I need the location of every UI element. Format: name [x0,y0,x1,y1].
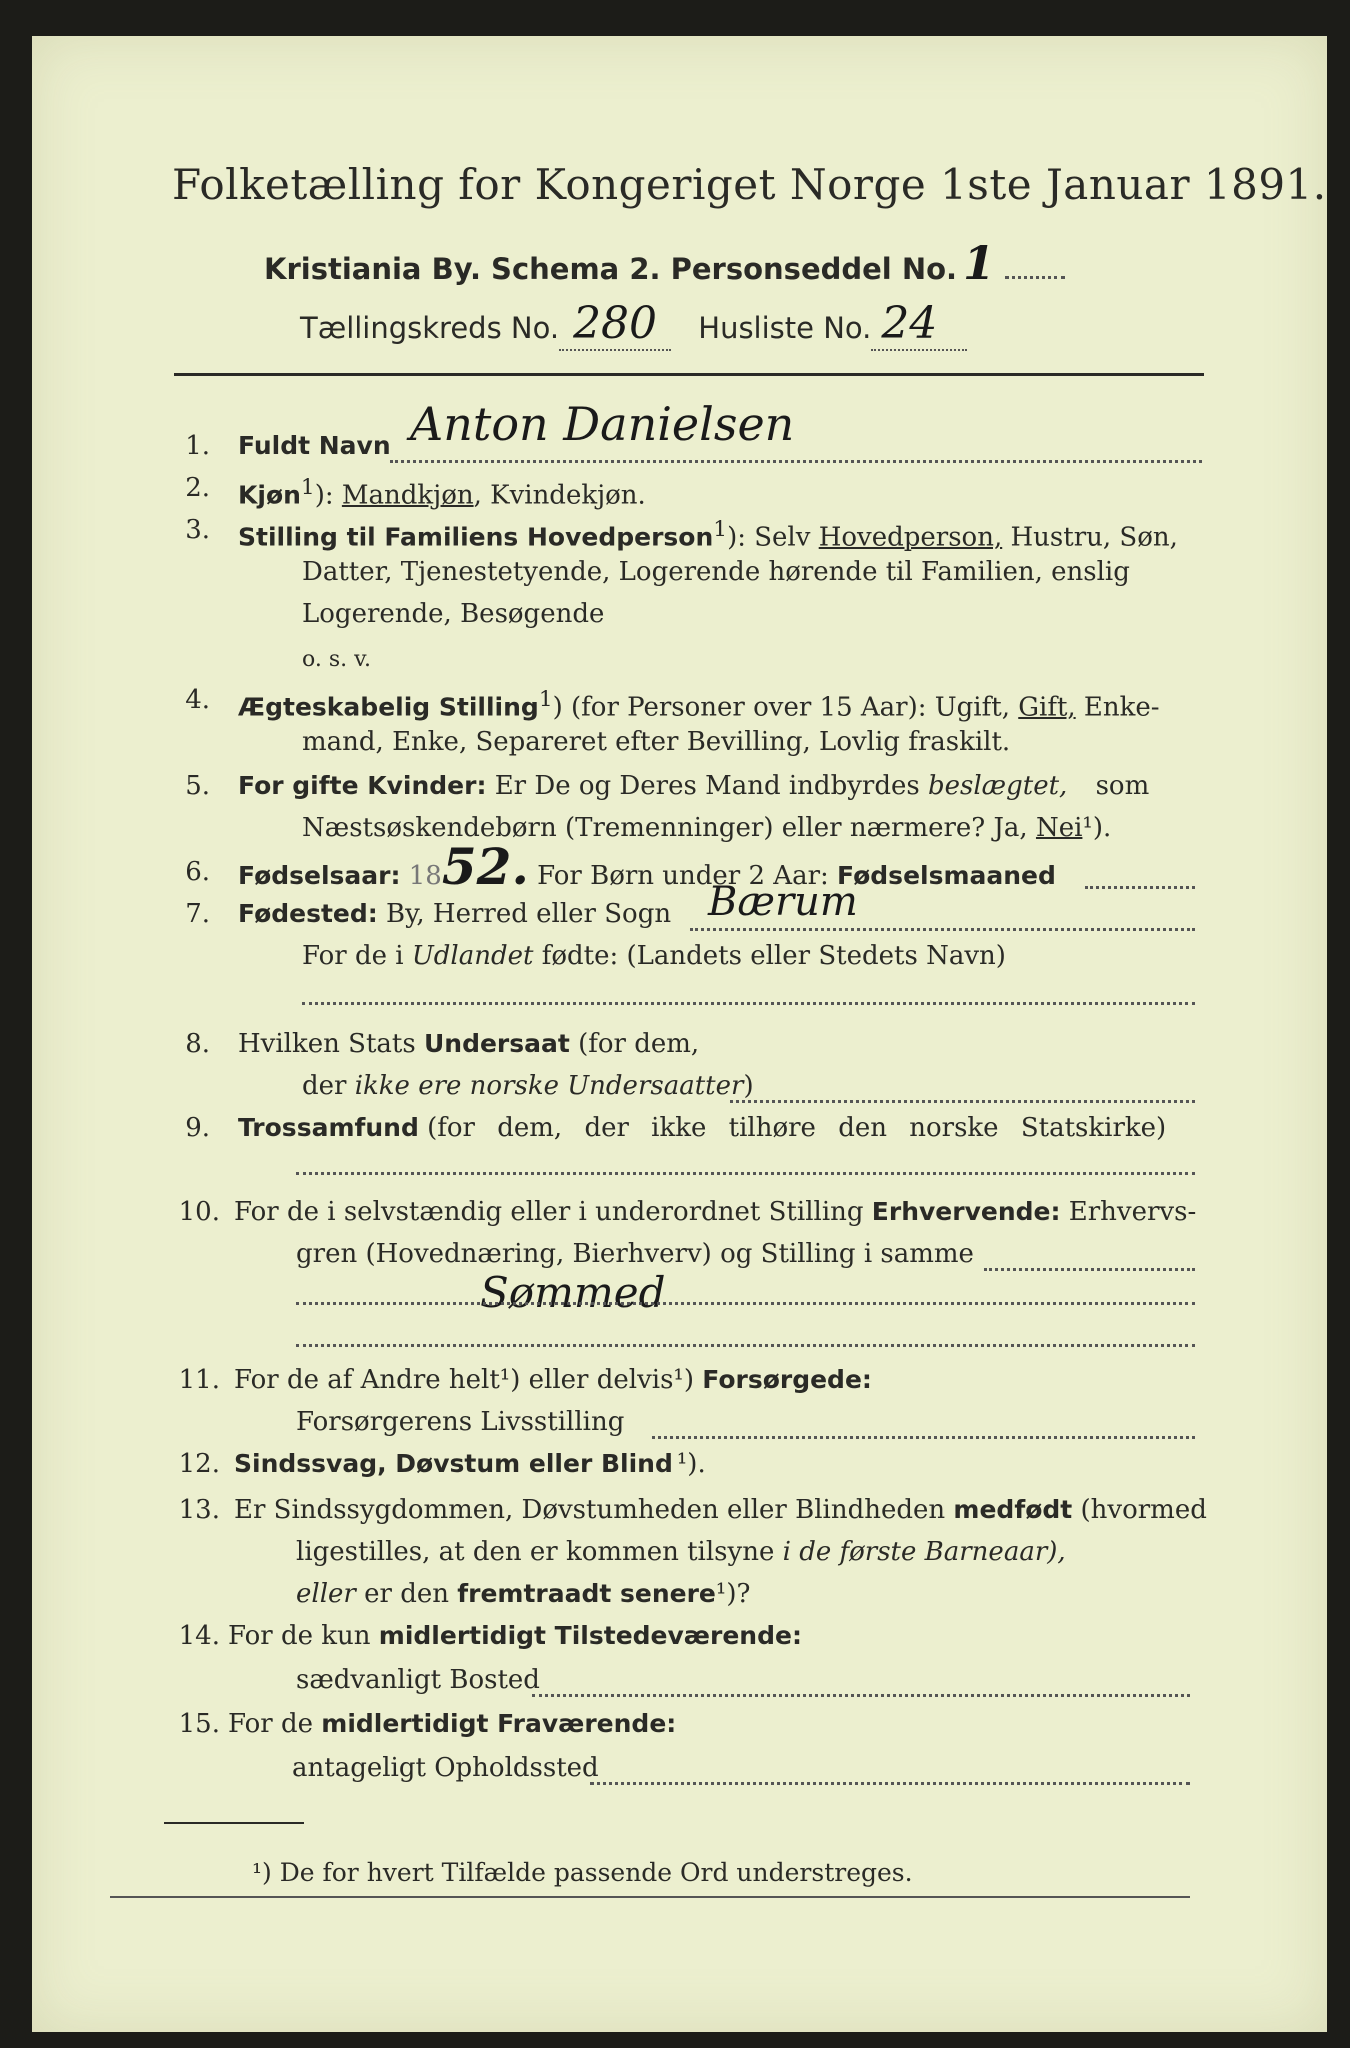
item-label: Fødested: [238,899,378,928]
schema-prefix: Kristiania By. Schema 2. Personseddel No. [264,252,958,286]
item-label: Fødselsaar: [238,861,401,890]
schema-line [264,236,1065,290]
item-text: For de af Andre helt¹) eller delvis¹) [234,1365,694,1395]
italic-text: beslægtet, [927,771,1068,801]
personseddel-number: 1 [963,236,996,290]
item-label: Forsørgede: [702,1365,872,1394]
item-5-line1 [238,766,1149,806]
item-3-line2: Datter, Tjenestetyende, Logerende hørende til Familien, enslig [302,557,1130,587]
item-label: midlertidigt Tilstedeværende: [378,1621,802,1650]
item-10-dots-3 [296,1344,1195,1347]
item-text: For de i selvstændig eller i underordnet Stilling [234,1197,864,1227]
item-10-line1 [234,1192,1196,1232]
item-13-line1 [234,1490,1207,1530]
selected-option: Nei [1035,813,1083,843]
item-label: For gifte Kvinder: [238,771,487,800]
item-7-dots [690,928,1195,931]
item-label: Kjøn [238,480,301,510]
item-11-dots [652,1436,1195,1439]
occupation-value[interactable]: Sømmed [480,1268,666,1317]
item-3-line4: o. s. v. [302,647,371,672]
husliste-label: Husliste No. [698,311,872,345]
full-name-value[interactable]: Anton Danielsen [410,397,795,451]
kreds-label: Tællingskreds No. [300,311,560,345]
item-11-line2: Forsørgerens Livsstilling [296,1407,625,1437]
item-text: (for Personer over 15 Aar): Ugift, [571,692,1010,723]
item-text: er den [364,1579,449,1609]
options-text: , Kvindekjøn. [473,480,646,511]
item-text: som [1095,771,1150,801]
item-number: 2. [185,473,210,503]
item-8-line1 [238,1024,699,1064]
item-text: ligestilles, at den er kommen tilsyne [296,1537,775,1567]
header-rule [174,373,1204,376]
item-4-line1: Ægteskabelig Stilling$^1$) (for Personer over 15 Aar): Ugift, Gift, Enke- [238,687,1160,723]
item-number: 8. [185,1029,210,1059]
item-3-line3: Logerende, Besøgende [302,599,605,629]
item-7-dots-2 [302,1002,1195,1005]
italic-text: eller [296,1579,356,1609]
item-10-dots [984,1268,1195,1271]
selected-option: Mandkjøn [341,480,474,511]
sup: 1 [300,475,315,500]
item-label: medfødt [953,1495,1073,1524]
form-title: Folketælling for Kongeriget Norge 1ste Januar 1891. [172,160,1327,209]
item-4-line2: mand, Enke, Separeret efter Bevilling, Lovlig fraskilt. [302,727,1011,757]
item-8-dots [730,1100,1195,1103]
item-6-dots [1085,886,1195,889]
personseddel-dots [1005,276,1065,279]
item-9-line [238,1108,1166,1148]
item-number: 3. [185,515,210,545]
item-text: Er Sindssygdommen, Døvstumheden eller Blindheden [234,1495,946,1525]
item-text: For de kun [228,1621,371,1651]
item-number: 11. [178,1365,220,1395]
bottom-rule [110,1896,1190,1898]
item-number: 7. [185,899,210,929]
item-15-line1 [228,1704,676,1744]
item-2-line: Kjøn$^1$): Mandkjøn, Kvindekjøn. [238,475,646,511]
item-number: 10. [178,1197,220,1227]
item-15-line2: antageligt Opholdssted [292,1753,599,1783]
item-label: midlertidigt Fraværende: [321,1709,677,1738]
item-text: ) [743,1071,754,1101]
italic-text: Udlandet [411,941,534,971]
item-number: 12. [178,1449,220,1479]
footnote-rule [164,1822,304,1824]
item-12-line [234,1444,706,1484]
item-15-dots [590,1782,1190,1785]
item-5-line2 [302,808,1111,848]
item-label: Fødselsmaaned [837,861,1056,890]
item-number: 15. [178,1709,220,1739]
item-6-line [238,837,1056,896]
item-number: 4. [185,685,210,715]
item-label: Sindssvag, Døvstum eller Blind [234,1449,673,1478]
item-label: Fuldt Navn [238,431,391,460]
item-label: Ægteskabelig Stilling [238,692,539,722]
item-text: (for dem, der ikke tilhøre den norske Statskirke) [427,1113,1167,1143]
item-text: (for dem, [578,1029,700,1059]
item-text: For de [228,1709,313,1739]
item-14-dots [532,1694,1190,1697]
item-text: By, Herred eller Sogn [386,899,672,929]
selected-option: Gift, [1018,692,1076,723]
item-text: fødte: (Landets eller Stedets Navn) [541,941,1006,971]
item-number: 6. [185,857,210,887]
item-7-line2 [302,936,1006,976]
item-14-line1 [228,1616,802,1656]
item-label: Trossamfund [238,1113,419,1142]
item-number: 9. [185,1113,210,1143]
birthplace-value[interactable]: Bærum [708,879,858,925]
item-label: Stilling til Familiens Hovedperson [238,522,714,552]
item-text: Er De og Deres Mand indbyrdes [494,771,920,801]
item-number: 14. [178,1621,220,1651]
item-10-dots-2 [296,1302,1195,1305]
item-8-line2 [302,1066,754,1106]
italic-text: i de første Barneaar), [782,1537,1066,1567]
kreds-number: 280 [559,298,671,351]
item-13-line3 [296,1574,750,1614]
italic-text: ikke ere norske Undersaatter [354,1071,744,1101]
item-text: For de i [302,941,404,971]
item-number: 1. [185,431,210,461]
item-3-line1: Stilling til Familiens Hovedperson$^1$): Selv Hovedperson, Hustru, Søn, [238,517,1178,553]
item-text: der [302,1071,347,1101]
kreds-line [300,298,967,349]
item-label: Erhvervende: [871,1197,1061,1226]
footnote: ¹) De for hvert Tilfælde passende Ord understreges. [252,1858,913,1887]
sup: 1 [713,517,728,542]
item-14-line2: sædvanligt Bosted [296,1665,540,1695]
item-text: Erhvervs- [1068,1197,1197,1227]
item-text: ¹). [1082,813,1112,843]
husliste-number: 24 [871,298,967,351]
item-10-line2: gren (Hovednæring, Bierhverv) og Stilling i samme [296,1239,974,1269]
item-number: 5. [185,771,210,801]
item-text: Næstsøskendebørn (Tremenninger) eller nærmere? Ja, [302,813,1028,843]
item-label: fremtraadt senere [457,1579,716,1608]
sup: 1 [538,687,553,712]
item-number: 13. [178,1495,220,1525]
item-text: (hvormed [1080,1495,1207,1525]
item-text: Hvilken Stats [238,1029,416,1059]
option-text: Selv [754,522,819,553]
item-text: ¹)? [715,1579,751,1609]
item-11-line1 [234,1360,872,1400]
item-1-dots [390,460,1202,463]
item-text: ¹). [676,1449,706,1479]
selected-option: Hovedperson, [818,522,1003,553]
option-text: Hustru, Søn, [1002,522,1178,553]
year-prefix: 18 [408,861,442,891]
birth-year-value[interactable]: 52. [441,837,529,896]
item-label: Undersaat [423,1029,570,1058]
item-7-line1 [238,894,671,934]
item-text: Enke- [1083,692,1160,723]
item-text: For Børn under 2 Aar: [537,861,829,891]
item-9-dots [296,1172,1195,1175]
item-13-line2 [296,1532,1066,1572]
